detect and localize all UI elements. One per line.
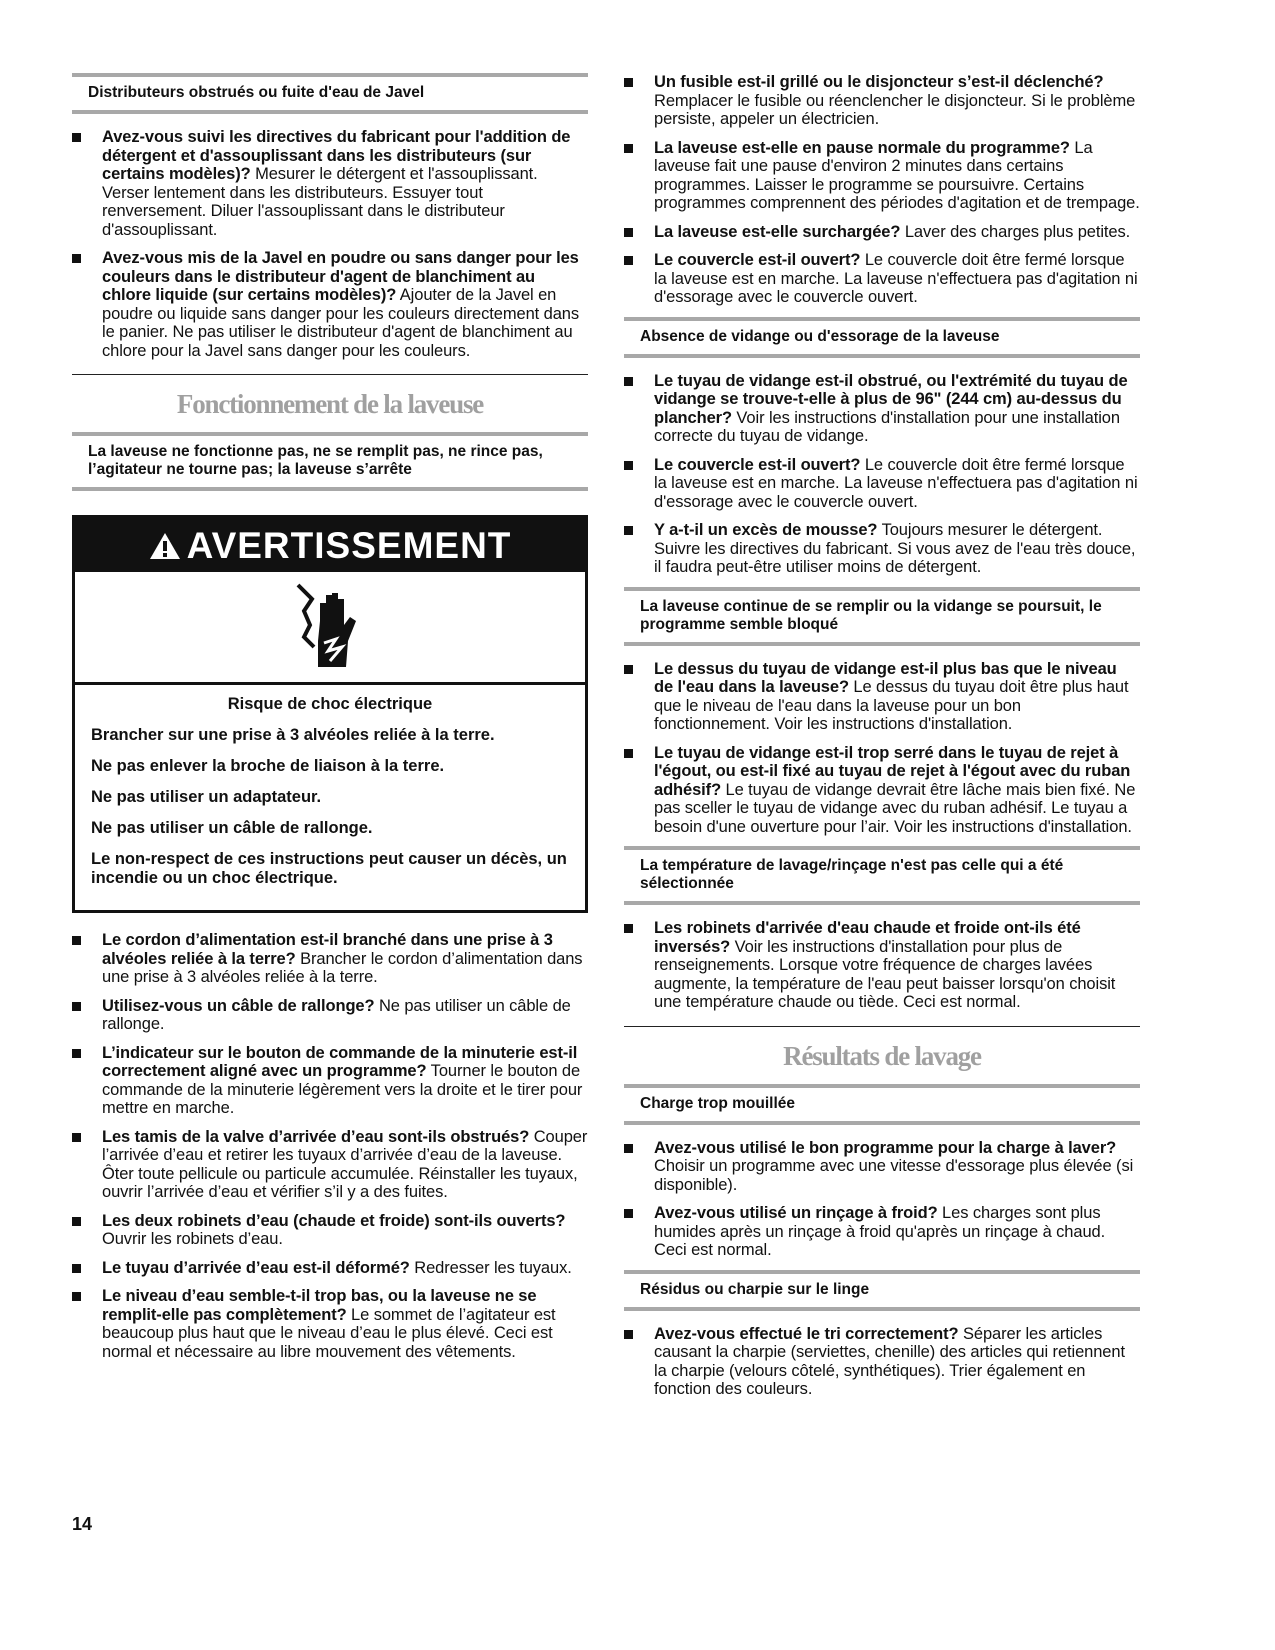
item-answer: Voir les instructions d'installation pour plus de renseignements. Lorsque votre fréquence de charges lavées augmente, la température de l'eau peut baisser lorsqu'on choisit une température chaude ou tiède. Ceci est normal. <box>654 937 1116 1011</box>
section-subheading: La laveuse continue de se remplir ou la vidange se poursuit, le programme semble bloqué <box>624 587 1140 646</box>
list-item <box>624 73 1140 129</box>
warning-triangle-icon <box>149 525 187 566</box>
section-subheading: La température de lavage/rinçage n'est pas celle qui a été sélectionnée <box>624 846 1140 905</box>
section-subheading: Absence de vidange ou d'essorage de la laveuse <box>624 317 1140 358</box>
list-item <box>624 223 1140 242</box>
warning-header <box>75 518 585 572</box>
item-answer: Le couvercle doit être fermé lorsque la laveuse est en marche. La laveuse n'effectuera pas d'agitation ni d'essorage avec le couvercle ouvert. <box>654 251 1138 306</box>
bullet-square-icon <box>624 1330 633 1339</box>
bullet-square-icon <box>72 936 81 945</box>
item-answer: Séparer les articles causant la charpie (serviettes, chenille) des articles qui retiennent la charpie (velours côtelé, synthétiques). Trier également en fonction des couleurs. <box>654 1324 1125 1398</box>
item-answer: Brancher le cordon d’alimentation dans une prise à 3 alvéoles reliée à la terre. <box>102 949 583 986</box>
bullet-square-icon <box>624 377 633 386</box>
bullet-square-icon <box>72 1133 81 1142</box>
item-answer: Voir les instructions d'installation pour une installation correcte du tuyau de vidange. <box>654 408 1120 445</box>
item-answer: Remplacer le fusible ou réenclencher le disjoncteur. Si le problème persiste, appeler un électricien. <box>654 91 1136 128</box>
list-item <box>624 660 1140 734</box>
bullet-square-icon <box>624 526 633 535</box>
section-heading: Fonctionnement de la laveuse <box>176 389 484 419</box>
item-question: Le couvercle est-il ouvert? <box>654 455 861 474</box>
item-answer: Couper l’arrivée d’eau et retirer les tuyaux d’arrivée d’eau de la laveuse. Ôter toute pellicule ou particule accumulée. Réinstaller les tuyaux, ouvrir l’arrivée d’eau et vérifier s’il y a des fuites. <box>102 1127 588 1201</box>
warning-subtitle: Risque de choc électrique <box>227 695 433 713</box>
item-question: La laveuse est-elle surchargée? <box>654 222 901 241</box>
bullet-square-icon <box>624 78 633 87</box>
bullet-square-icon <box>624 749 633 758</box>
warning-line: Ne pas enlever la broche de liaison à la terre. <box>91 757 445 775</box>
warning-box <box>72 515 588 913</box>
bullet-square-icon <box>72 133 81 142</box>
item-question: Les tamis de la valve d’arrivée d’eau sont-ils obstrués? <box>102 1127 530 1146</box>
item-answer: Toujours mesurer le détergent. Suivre les directives du fabricant. Si vous avez de l'eau très douce, il faudra peut-être utiliser moins de détergent. <box>654 521 1136 576</box>
list-item <box>72 128 588 239</box>
item-answer: Ouvrir les robinets d’eau. <box>102 1230 283 1248</box>
item-question: Le tuyau d’arrivée d’eau est-il déformé? <box>102 1258 410 1277</box>
warning-body <box>75 685 585 910</box>
item-question: Le couvercle est-il ouvert? <box>654 251 861 269</box>
item-question: Le niveau d’eau semble-t-il trop bas, ou la laveuse ne se remplit-elle pas complètement? <box>102 1287 537 1324</box>
list-item <box>624 1204 1140 1260</box>
list-item <box>624 456 1140 512</box>
section-subheading: Résidus ou charpie sur le linge <box>624 1270 1140 1311</box>
item-question: Les deux robinets d’eau (chaude et froide) sont-ils ouverts? <box>102 1211 566 1230</box>
list-item <box>72 1259 588 1278</box>
item-answer: Le tuyau de vidange devrait être lâche mais bien fixé. Ne pas sceller le tuyau de vidange avec du ruban adhésif. Le tuyau a besoin d'une ouverture pour l’air. Voir les instructions d'installation. <box>654 780 1136 836</box>
item-answer: Tourner le bouton de commande de la minuterie légèrement vers la droite et le tirer pour mettre en marche. <box>102 1062 583 1117</box>
left-column <box>72 73 588 1371</box>
item-question: Le dessus du tuyau de vidange est-il plus bas que le niveau de l'eau dans la laveuse? <box>654 659 1117 696</box>
electric-shock-hand-icon <box>75 572 585 685</box>
list-item <box>624 1325 1140 1399</box>
section-subheading: Charge trop mouillée <box>624 1084 1140 1125</box>
item-answer: Le couvercle doit être fermé lorsque la laveuse est en marche. La laveuse n'effectuera pas d'agitation ni d'essorage avec le couvercle ouvert. <box>654 455 1138 511</box>
bullet-square-icon <box>72 254 81 263</box>
item-question: Avez-vous effectué le tri correctement? <box>654 1324 959 1343</box>
item-answer: Redresser les tuyaux. <box>409 1258 572 1277</box>
list-item <box>72 1128 588 1202</box>
list-item <box>624 372 1140 446</box>
bullet-square-icon <box>624 924 633 933</box>
item-answer: La laveuse fait une pause d'environ 2 minutes dans certains programmes. Laisser le programme se poursuivre. Certains programmes comprennent des périodes d'agitation et de trempage. <box>654 138 1140 212</box>
item-answer: Choisir un programme avec une vitesse d'essorage plus élevée (si disponible). <box>654 1157 1134 1194</box>
warning-line: Ne pas utiliser un adaptateur. <box>91 788 322 806</box>
item-question: L’indicateur sur le bouton de commande de la minuterie est-il correctement aligné avec un programme? <box>102 1043 578 1080</box>
bullet-square-icon <box>624 144 633 153</box>
bullet-square-icon <box>624 228 633 237</box>
bullet-square-icon <box>72 1264 81 1273</box>
list-item <box>72 249 588 360</box>
item-question: Le tuyau de vidange est-il trop serré dans le tuyau de rejet à l'égout, ou est-il fixé au tuyau de rejet à l'égout avec du ruban adhésif? <box>654 743 1131 799</box>
bullet-square-icon <box>624 1144 633 1153</box>
item-question: Avez-vous utilisé le bon programme pour la charge à laver? <box>654 1138 1117 1157</box>
item-question: Utilisez-vous un câble de rallonge? <box>102 996 375 1015</box>
list-item <box>72 997 588 1034</box>
bullet-square-icon <box>72 1002 81 1011</box>
bullet-square-icon <box>72 1049 81 1058</box>
list-item <box>624 744 1140 837</box>
page-number: 14 <box>72 1514 93 1534</box>
item-question: Un fusible est-il grillé ou le disjoncteur s’est-il déclenché? <box>654 73 1104 91</box>
item-answer: Ajouter de la Javel en poudre ou liquide sans danger pour les couleurs directement dans le panier. Ne pas utiliser le distributeur d'agent de blanchiment au chlore pour la Javel sans danger pour les couleurs. <box>102 286 579 360</box>
list-item <box>72 931 588 987</box>
warning-line: Ne pas utiliser un câble de rallonge. <box>91 819 373 837</box>
item-answer: Ne pas utiliser un câble de rallonge. <box>102 996 571 1033</box>
list-item <box>72 1212 588 1249</box>
bullet-square-icon <box>624 665 633 674</box>
item-answer: Laver des charges plus petites. <box>900 222 1131 241</box>
item-question: Avez-vous utilisé un rinçage à froid? <box>654 1204 938 1222</box>
item-answer: Le dessus du tuyau doit être plus haut que le niveau de l'eau dans la laveuse pour un bon fonctionnement. Voir les instructions d'installation. <box>654 678 1129 733</box>
bullet-square-icon <box>624 1209 633 1218</box>
list-item <box>624 139 1140 213</box>
bullet-square-icon <box>624 461 633 470</box>
right-column <box>624 73 1140 1409</box>
list-item <box>72 1287 588 1361</box>
bullet-square-icon <box>72 1217 81 1226</box>
section-subheading: La laveuse ne fonctionne pas, ne se remplit pas, ne rince pas, l’agitateur ne tourne pas; la laveuse s’arrête <box>72 432 588 491</box>
item-question: Le cordon d’alimentation est-il branché dans une prise à 3 alvéoles reliée à la terre? <box>102 931 553 968</box>
bullet-square-icon <box>72 1292 81 1301</box>
item-question: Avez-vous suivi les directives du fabricant pour l'addition de détergent et d'assouplissant dans les distributeurs (sur certains modèles)? <box>102 128 571 183</box>
warning-title: AVERTISSEMENT <box>186 525 512 566</box>
warning-line: Le non-respect de ces instructions peut causer un décès, un incendie ou un choc électrique. <box>91 850 567 887</box>
item-question: Le tuyau de vidange est-il obstrué, ou l'extrémité du tuyau de vidange se trouve-t-elle à plus de 96" (244 cm) au-dessus du plancher? <box>654 371 1128 427</box>
section-heading: Résultats de lavage <box>783 1040 981 1071</box>
list-item <box>624 521 1140 577</box>
item-answer: Le sommet de l’agitateur est beaucoup plus haut que le niveau d’eau le plus élevé. Ceci est normal et nécessaire au libre mouvement des vêtements. <box>102 1305 556 1361</box>
list-item <box>624 919 1140 1012</box>
bullet-square-icon <box>624 256 633 265</box>
item-answer: Les charges sont plus humides après un rinçage à froid qu'après un rinçage à chaud. Ceci est normal. <box>654 1204 1106 1259</box>
section-subheading: Distributeurs obstrués ou fuite d'eau de Javel <box>72 73 588 114</box>
item-question: Les robinets d'arrivée d'eau chaude et froide ont-ils été inversés? <box>654 919 1081 956</box>
item-question: Y a-t-il un excès de mousse? <box>654 521 878 539</box>
list-item <box>624 1139 1140 1195</box>
item-question: La laveuse est-elle en pause normale du programme? <box>654 138 1070 157</box>
item-answer: Mesurer le détergent et l'assouplissant. Verser lentement dans les distributeurs. Essuyer tout renversement. Diluer l'assouplissant dans le distributeur d'assouplissant. <box>102 165 538 239</box>
list-item <box>72 1044 588 1118</box>
warning-line: Brancher sur une prise à 3 alvéoles reliée à la terre. <box>91 726 495 744</box>
item-question: Avez-vous mis de la Javel en poudre ou sans danger pour les couleurs dans le distributeur d'agent de blanchiment au chlore liquide (sur certains modèles)? <box>102 249 579 304</box>
list-item <box>624 251 1140 307</box>
